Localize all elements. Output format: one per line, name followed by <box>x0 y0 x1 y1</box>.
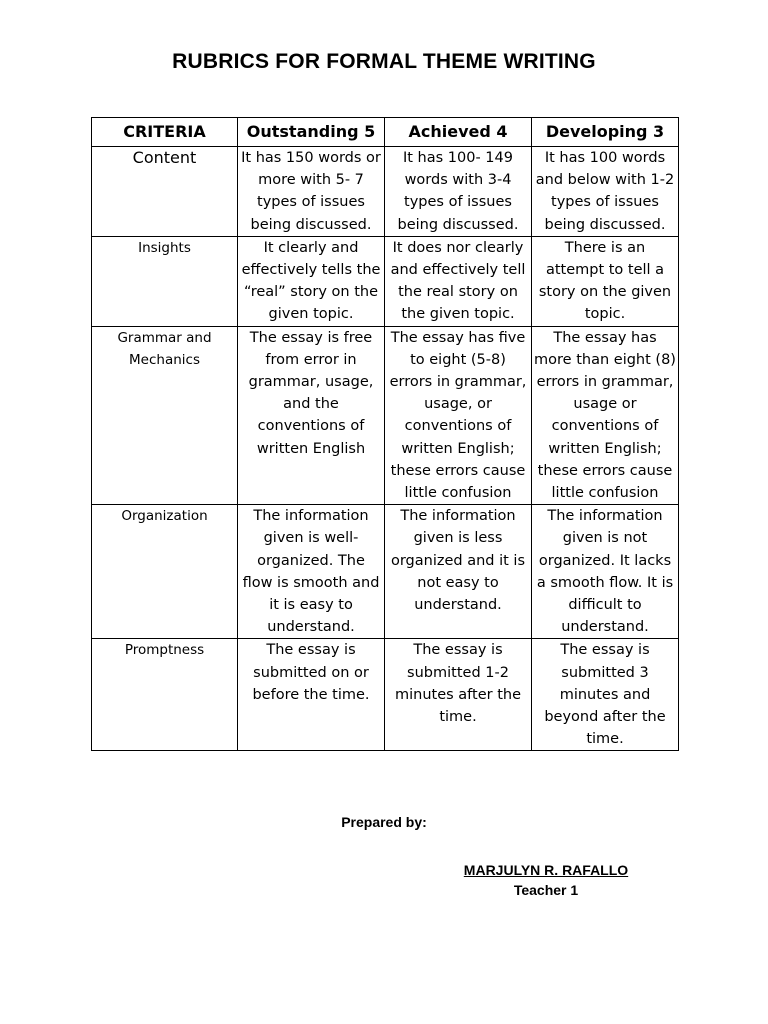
signatory-role: Teacher 1 <box>513 882 579 898</box>
table-row <box>92 505 679 639</box>
outstanding-cell: The essay is submitted on or before the time. <box>238 639 385 751</box>
header-developing: Developing 3 <box>532 118 679 147</box>
header-row <box>92 118 679 147</box>
table-row <box>92 326 679 505</box>
achieved-cell: The essay has five to eight (5-8) errors in grammar, usage, or conventions of written English; these errors cause little confusion <box>385 326 532 505</box>
header-achieved: Achieved 4 <box>385 118 532 147</box>
developing-cell: The information given is not organized. It lacks a smooth flow. It is difficult to understand. <box>532 505 679 639</box>
prepared-by-label: Prepared by: <box>341 814 427 830</box>
developing-cell: The essay has more than eight (8) errors in grammar, usage or conventions of written English; these errors cause little confusion <box>532 326 679 505</box>
rubric-table <box>91 117 679 751</box>
outstanding-cell: The essay is free from error in grammar, usage, and the conventions of written English <box>238 326 385 505</box>
criteria-cell: Insights <box>92 236 238 326</box>
page-title: RUBRICS FOR FORMAL THEME WRITING <box>172 50 596 73</box>
header-outstanding: Outstanding 5 <box>238 118 385 147</box>
outstanding-cell: The information given is well-organized. The flow is smooth and it is easy to understand. <box>238 505 385 639</box>
header-criteria: CRITERIA <box>92 118 238 147</box>
outstanding-cell: It clearly and effectively tells the “real” story on the given topic. <box>238 236 385 326</box>
achieved-cell: It does nor clearly and effectively tell the real story on the given topic. <box>385 236 532 326</box>
criteria-cell: Content <box>92 147 238 237</box>
developing-cell: The essay is submitted 3 minutes and beyond after the time. <box>532 639 679 751</box>
signatory-name: MARJULYN R. RAFALLO <box>463 862 629 878</box>
table-row <box>92 639 679 751</box>
criteria-cell: Promptness <box>92 639 238 751</box>
developing-cell: It has 100 words and below with 1-2 types of issues being discussed. <box>532 147 679 237</box>
table-row <box>92 147 679 237</box>
outstanding-cell: It has 150 words or more with 5- 7 types of issues being discussed. <box>238 147 385 237</box>
developing-cell: There is an attempt to tell a story on the given topic. <box>532 236 679 326</box>
criteria-cell: Organization <box>92 505 238 639</box>
achieved-cell: It has 100- 149 words with 3-4 types of issues being discussed. <box>385 147 532 237</box>
achieved-cell: The essay is submitted 1-2 minutes after the time. <box>385 639 532 751</box>
table-row <box>92 236 679 326</box>
achieved-cell: The information given is less organized and it is not easy to understand. <box>385 505 532 639</box>
criteria-cell: Grammar and Mechanics <box>92 326 238 505</box>
